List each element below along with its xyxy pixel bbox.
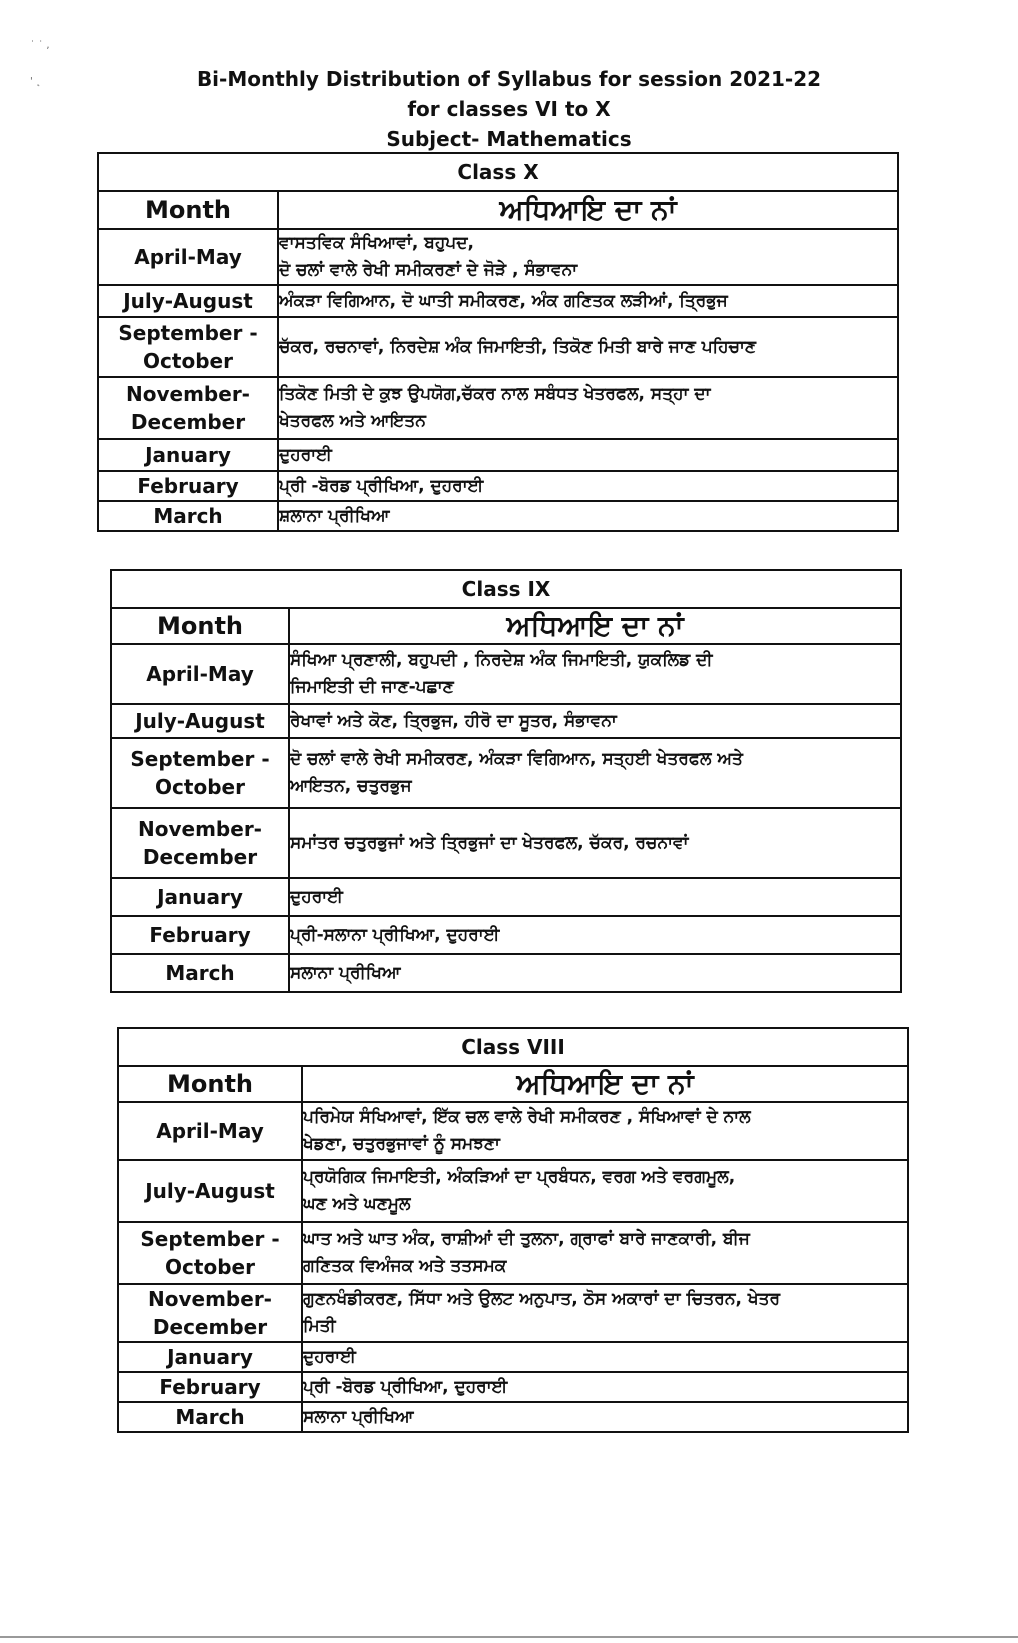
topic-cell: ਸਲਾਨਾ ਪ੍ਰੀਖਿਆ: [302, 1402, 908, 1432]
topic-cell: ਪ੍ਰੀ -ਬੋਰਡ ਪ੍ਰੀਖਿਆ, ਦੁਹਰਾਈ: [278, 471, 898, 501]
month-header: Month: [98, 191, 278, 229]
chapter-header: ਅਧਿਆਇ ਦਾ ਨਾਂ: [278, 191, 898, 229]
topic-cell: ਸ਼ਲਾਨਾ ਪ੍ਰੀਖਿਆ: [278, 501, 898, 531]
topic-cell: ਤਿਕੋਣ ਮਿਤੀ ਦੇ ਕੁਝ ਉਪਯੋਗ,ਚੱਕਰ ਨਾਲ ਸਬੰਧਤ ਖੇਤਰਫਲ, ਸਤ੍ਹਾ ਦਾ ਖੇਤਰਫਲ ਅਤੇ ਆਇਤਨ: [278, 377, 898, 439]
month-cell: November- December: [111, 808, 289, 878]
month-cell: September - October: [98, 317, 278, 377]
chapter-header: ਅਧਿਆਇ ਦਾ ਨਾਂ: [289, 608, 901, 644]
topic-cell: ਪ੍ਰਯੋਗਿਕ ਜਿਮਾਇਤੀ, ਅੰਕੜਿਆਂ ਦਾ ਪ੍ਰਬੰਧਨ, ਵਰਗ ਅਤੇ ਵਰਗਮੂਲ, ਘਣ ਅਤੇ ਘਣਮੂਲ: [302, 1160, 908, 1222]
month-cell: September - October: [111, 738, 289, 808]
topic-cell: ਗੁਣਨਖੰਡੀਕਰਣ, ਸਿੱਧਾ ਅਤੇ ਉਲਟ ਅਨੁਪਾਤ, ਠੋਸ ਅਕਾਰਾਂ ਦਾ ਚਿਤਰਨ, ਖੇਤਰ ਮਿਤੀ: [302, 1284, 908, 1342]
month-cell: July-August: [118, 1160, 302, 1222]
scan-bottom-edge: [0, 1636, 1018, 1638]
syllabus-table-class-ix: [110, 569, 902, 993]
heading-line-1: Bi-Monthly Distribution of Syllabus for session 2021-22: [196, 67, 822, 91]
month-cell: February: [111, 916, 289, 954]
topic-cell: ਚੱਕਰ, ਰਚਨਾਵਾਂ, ਨਿਰਦੇਸ਼ ਅੰਕ ਜਿਮਾਇਤੀ, ਤਿਕੋਣ ਮਿਤੀ ਬਾਰੇ ਜਾਣ ਪਹਿਚਾਣ: [278, 317, 898, 377]
month-cell: January: [118, 1342, 302, 1372]
month-cell: March: [118, 1402, 302, 1432]
month-cell: November- December: [98, 377, 278, 439]
topic-cell: ਸਲਾਨਾ ਪ੍ਰੀਖਿਆ: [289, 954, 901, 992]
month-cell: July-August: [98, 285, 278, 317]
month-cell: February: [118, 1372, 302, 1402]
month-cell: February: [98, 471, 278, 501]
topic-cell: ਵਾਸਤਵਿਕ ਸੰਖਿਆਵਾਂ, ਬਹੁਪਦ, ਦੋ ਚਲਾਂ ਵਾਲੇ ਰੇਖੀ ਸਮੀਕਰਣਾਂ ਦੇ ਜੋੜੇ , ਸੰਭਾਵਨਾ: [278, 229, 898, 285]
month-cell: November- December: [118, 1284, 302, 1342]
heading-line-3: Subject- Mathematics: [386, 127, 632, 151]
month-cell: March: [98, 501, 278, 531]
topic-cell: ਸਮਾਂਤਰ ਚਤੁਰਭੁਜਾਂ ਅਤੇ ਤ੍ਰਿਭੁਜਾਂ ਦਾ ਖੇਤਰਫਲ, ਚੱਕਰ, ਰਚਨਾਵਾਂ: [289, 808, 901, 878]
month-cell: January: [111, 878, 289, 916]
topic-cell: ਅੰਕੜਾ ਵਿਗਿਆਨ, ਦੋ ਘਾਤੀ ਸਮੀਕਰਣ, ਅੰਕ ਗਣਿਤਕ ਲੜੀਆਂ, ਤ੍ਰਿਭੁਜ: [278, 285, 898, 317]
document-heading: [0, 64, 1018, 154]
month-cell: September - October: [118, 1222, 302, 1284]
topic-cell: ਰੇਖਾਵਾਂ ਅਤੇ ਕੋਣ, ਤ੍ਰਿਭੁਜ, ਹੀਰੋ ਦਾ ਸੂਤਰ, ਸੰਭਾਵਨਾ: [289, 704, 901, 738]
heading-line-2: for classes VI to X: [407, 97, 611, 121]
topic-cell: ਦੋ ਚਲਾਂ ਵਾਲੇ ਰੇਖੀ ਸਮੀਕਰਣ, ਅੰਕੜਾ ਵਿਗਿਆਨ, ਸਤ੍ਹਈ ਖੇਤਰਫਲ ਅਤੇ ਆਇਤਨ, ਚਤੁਰਭੁਜ: [289, 738, 901, 808]
topic-cell: ਸੰਖਿਆ ਪ੍ਰਣਾਲੀ, ਬਹੁਪਦੀ , ਨਿਰਦੇਸ਼ ਅੰਕ ਜਿਮਾਇਤੀ, ਯੁਕਲਿਡ ਦੀ ਜਿਮਾਇਤੀ ਦੀ ਜਾਣ-ਪਛਾਣ: [289, 644, 901, 704]
month-header: Month: [111, 608, 289, 644]
topic-cell: ਘਾਤ ਅਤੇ ਘਾਤ ਅੰਕ, ਰਾਸ਼ੀਆਂ ਦੀ ਤੁਲਨਾ, ਗ੍ਰਾਫਾਂ ਬਾਰੇ ਜਾਣਕਾਰੀ, ਬੀਜ ਗਣਿਤਕ ਵਿਅੰਜਕ ਅਤੇ ਤਤਸਮਕ: [302, 1222, 908, 1284]
syllabus-table-class-x: [97, 152, 899, 532]
topic-cell: ਪ੍ਰੀ -ਬੋਰਡ ਪ੍ਰੀਖਿਆ, ਦੁਹਰਾਈ: [302, 1372, 908, 1402]
class-title: Class IX: [111, 570, 901, 608]
topic-cell: ਦੁਹਰਾਈ: [278, 439, 898, 471]
month-cell: July-August: [111, 704, 289, 738]
class-title: Class VIII: [118, 1028, 908, 1066]
month-header: Month: [118, 1066, 302, 1102]
topic-cell: ਦੁਹਰਾਈ: [302, 1342, 908, 1372]
month-cell: January: [98, 439, 278, 471]
syllabus-table-class-viii: [117, 1027, 909, 1433]
month-cell: April-May: [118, 1102, 302, 1160]
month-cell: April-May: [111, 644, 289, 704]
topic-cell: ਦੁਹਰਾਈ: [289, 878, 901, 916]
class-title: Class X: [98, 153, 898, 191]
chapter-header: ਅਧਿਆਇ ਦਾ ਨਾਂ: [302, 1066, 908, 1102]
month-cell: March: [111, 954, 289, 992]
scan-specks: ˙ ˙ , ' ˛: [30, 40, 50, 87]
topic-cell: ਪਰਿਮੇਯ ਸੰਖਿਆਵਾਂ, ਇੱਕ ਚਲ ਵਾਲੇ ਰੇਖੀ ਸਮੀਕਰਣ , ਸੰਖਿਆਵਾਂ ਦੇ ਨਾਲ ਖੇਡਣਾ, ਚਤੁਰਭੁਜਾਵਾਂ ਨੂੰ ਸਮਝਣਾ: [302, 1102, 908, 1160]
topic-cell: ਪ੍ਰੀ-ਸਲਾਨਾ ਪ੍ਰੀਖਿਆ, ਦੁਹਰਾਈ: [289, 916, 901, 954]
month-cell: April-May: [98, 229, 278, 285]
